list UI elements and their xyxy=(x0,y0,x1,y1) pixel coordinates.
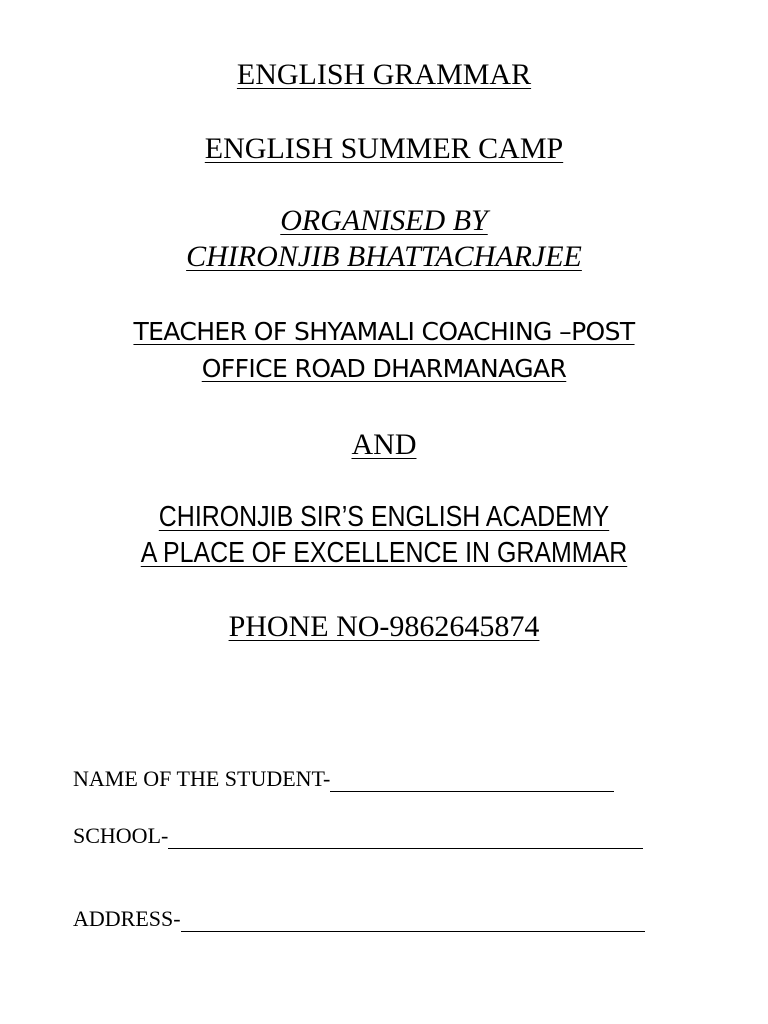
organised-by-label: ORGANISED BY xyxy=(280,204,488,237)
academy-name: CHIRONJIB SIR’S ENGLISH ACADEMY xyxy=(158,501,610,533)
academy-tagline: A PLACE OF EXCELLENCE IN GRAMMAR xyxy=(140,537,628,569)
teacher-line-1: TEACHER OF SHYAMALI COACHING –POST xyxy=(133,317,635,346)
student-name-field xyxy=(73,766,614,792)
document-title: ENGLISH GRAMMAR xyxy=(236,58,532,91)
school-label: SCHOOL- xyxy=(73,823,169,848)
address-label: ADDRESS- xyxy=(73,906,181,931)
address-field xyxy=(73,906,645,932)
school-blank xyxy=(168,828,643,849)
document-subtitle: ENGLISH SUMMER CAMP xyxy=(204,132,564,165)
student-name-blank xyxy=(330,771,614,792)
student-name-label: NAME OF THE STUDENT- xyxy=(73,766,331,791)
address-blank xyxy=(181,911,645,932)
school-field xyxy=(73,823,643,849)
teacher-line-2: OFFICE ROAD DHARMANAGAR xyxy=(201,354,567,383)
conjunction-and: AND xyxy=(351,428,417,461)
phone-number: PHONE NO-9862645874 xyxy=(228,610,540,643)
organiser-name: CHIRONJIB BHATTACHARJEE xyxy=(186,240,582,273)
